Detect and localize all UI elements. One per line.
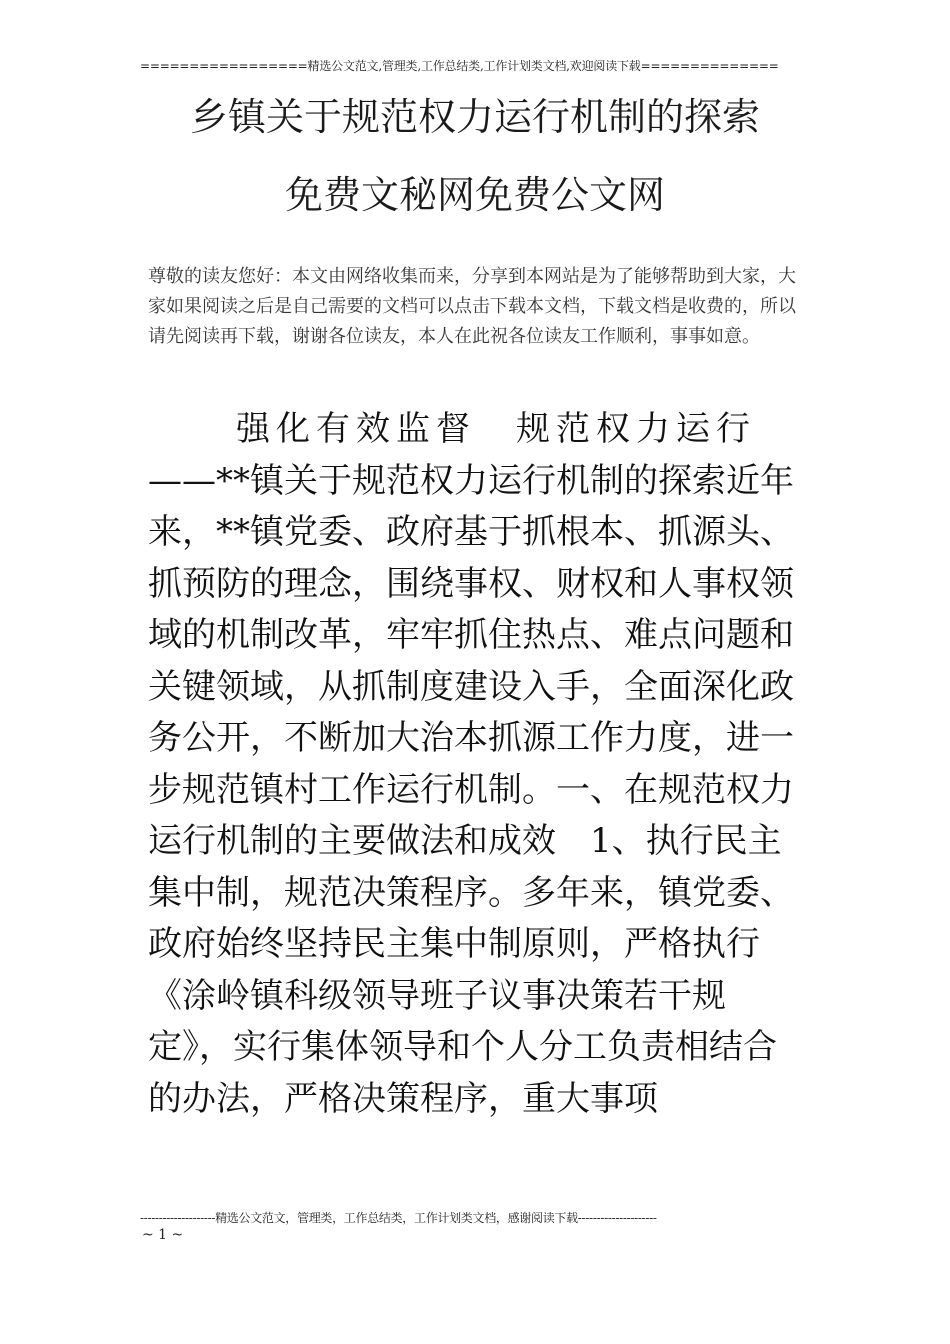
page-number: ~ 1 ~ (142, 1227, 184, 1243)
document-body (148, 404, 808, 1125)
reader-notice: 尊敬的读友您好：本文由网络收集而来，分享到本网站是为了能够帮助到大家，大家如果阅读之后是自己需要的文档可以点击下载本文档，下载文档是收费的，所以请先阅读再下载，谢谢各位读友，本人在此祝各位读友工作顺利，事事如意。 (148, 266, 796, 347)
body-subtitle: 强化有效监督 规范权力运行 (236, 409, 756, 449)
document-title: 乡镇关于规范权力运行机制的探索 (189, 95, 760, 139)
page-footer: --------------------精选公文范文，管理类，工作总结类，工作计划类文档，感谢阅读下载--------------------- (140, 1211, 657, 1225)
body-paragraph: ——**镇关于规范权力运行机制的探索近年来，**镇党委、政府基于抓根本、抓源头、抓预防的理念，围绕事权、财权和人事权领域的机制改革，牢牢抓住热点、难点问题和关键领域，从抓制度建设入手，全面深化政务公开，不断加大治本抓源工作力度，进一步规范镇村工作运行机制。一、在规范权力运行机制的主要做法和成效 1、执行民主集中制，规范决策程序。多年来，镇党委、政府始终坚持民主集中制原则，严格执行《涂岭镇科级领导班子议事决策若干规定》，实行集体领导和个人分工负责相结合的办法，严格决策程序，重大事项 (148, 460, 794, 1119)
document-subtitle: 免费文秘网免费公文网 (284, 173, 665, 217)
page-header: =================精选公文范文,管理类,工作总结类,工作计划类文档,欢迎阅读下载============== (140, 59, 779, 73)
